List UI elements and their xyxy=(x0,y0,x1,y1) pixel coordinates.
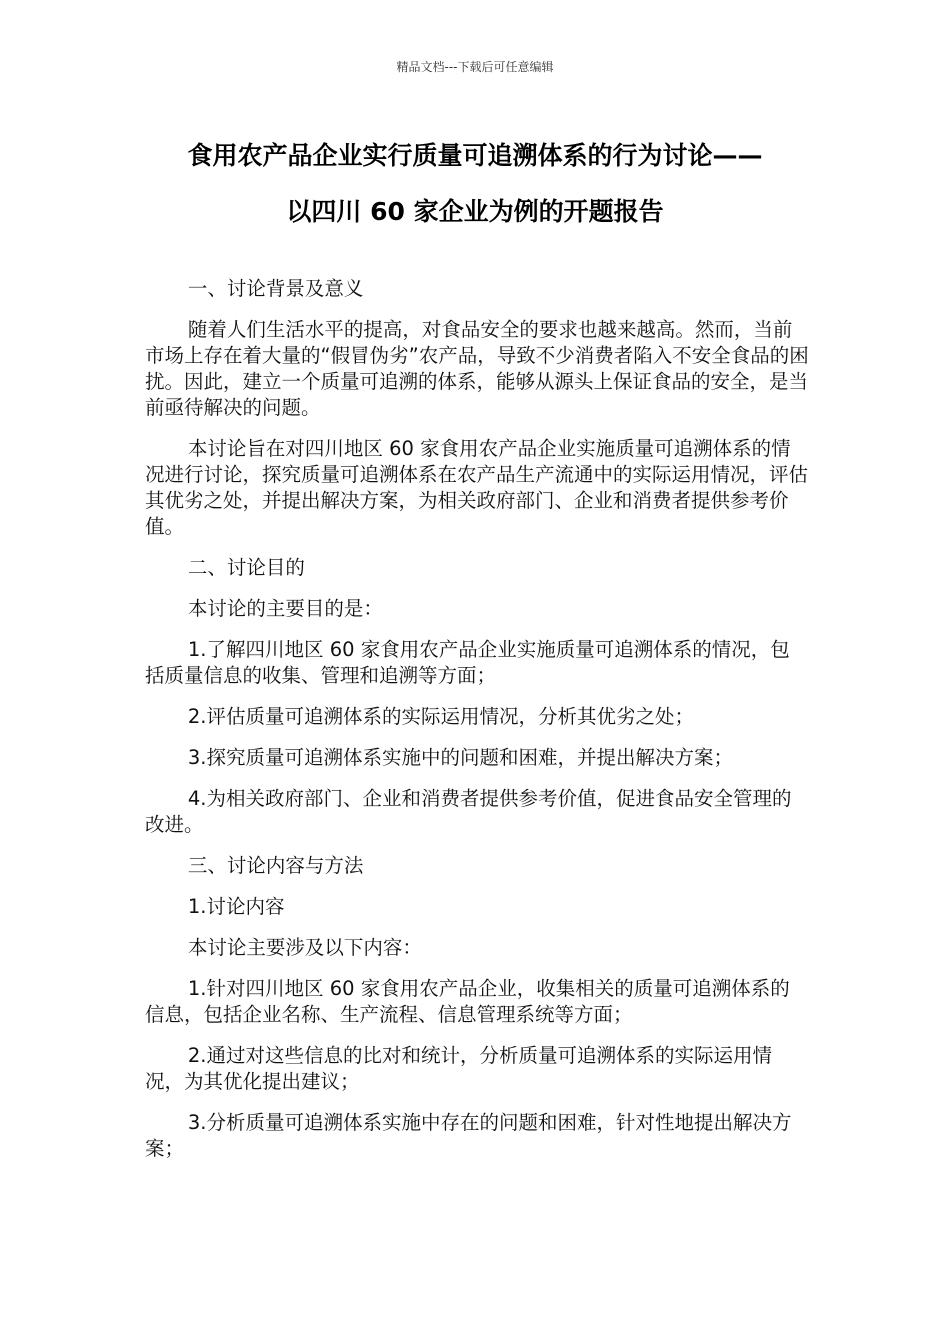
section-heading-content-method: 三、讨论内容与方法 xyxy=(187,854,364,877)
document-title-line-1: 食用农产品企业实行质量可追溯体系的行为讨论—— xyxy=(187,141,763,170)
list-item: 2.评估质量可追溯体系的实际运用情况，分析其优劣之处； xyxy=(187,705,694,728)
list-item: 4.为相关政府部门、企业和消费者提供参考价值，促进食品安全管理的改进。 xyxy=(145,787,792,836)
section-heading-background: 一、讨论背景及意义 xyxy=(187,277,364,300)
paragraph: 本讨论主要涉及以下内容： xyxy=(187,936,422,959)
paragraph: 本讨论旨在对四川地区 60 家食用农产品企业实施质量可追溯体系的情况进行讨论，探究质量可追溯体系在农产品生产流通中的实际运用情况，评估其优劣之处，并提出解决方案，为相关政府部门、企业和消费者提供参考价值。 xyxy=(145,437,809,538)
subsection-heading: 1.讨论内容 xyxy=(187,895,285,918)
section-heading-purpose: 二、讨论目的 xyxy=(187,556,305,579)
header-note: 精品文档---下载后可任意编辑 xyxy=(396,60,554,74)
document-body xyxy=(145,276,809,1177)
list-item: 2.通过对这些信息的比对和统计，分析质量可追溯体系的实际运用情况，为其优化提出建议； xyxy=(145,1044,772,1093)
list-item: 1.针对四川地区 60 家食用农产品企业，收集相关的质量可追溯体系的信息，包括企业名称、生产流程、信息管理系统等方面； xyxy=(145,977,790,1026)
list-item: 3.分析质量可追溯体系实施中存在的问题和困难，针对性地提出解决方案； xyxy=(145,1111,792,1160)
paragraph: 本讨论的主要目的是： xyxy=(187,597,383,620)
document-title-line-2: 以四川 60 家企业为例的开题报告 xyxy=(286,197,664,226)
list-item: 3.探究质量可追溯体系实施中的问题和困难，并提出解决方案； xyxy=(187,746,733,769)
paragraph: 随着人们生活水平的提高，对食品安全的要求也越来越高。然而，当前市场上存在着大量的“假冒伪劣”农产品，导致不少消费者陷入不安全食品的困扰。因此，建立一个质量可追溯的体系，能够从源头上保证食品的安全，是当前亟待解决的问题。 xyxy=(145,318,809,419)
list-item: 1.了解四川地区 60 家食用农产品企业实施质量可追溯体系的情况，包括质量信息的收集、管理和追溯等方面； xyxy=(145,638,790,687)
